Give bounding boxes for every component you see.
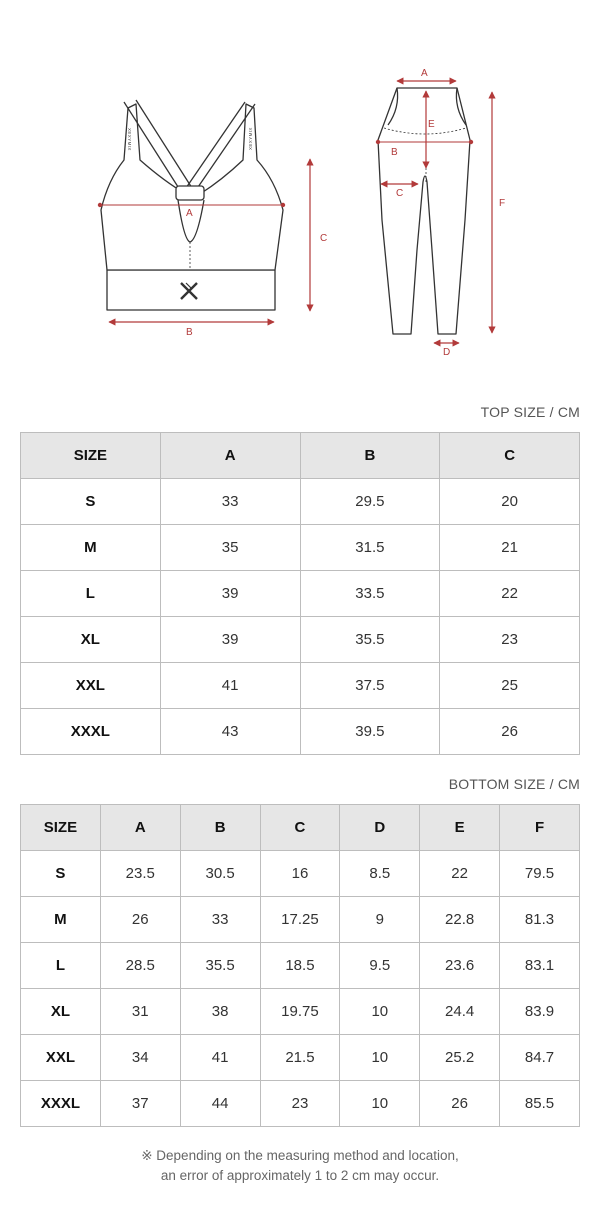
table-header-row [21, 433, 580, 479]
table-cell: 39 [160, 571, 300, 617]
size-cell: XXXL [21, 709, 161, 755]
leggings-label-e: E [428, 119, 435, 130]
table-cell: 79.5 [500, 851, 580, 897]
table-cell: 8.5 [340, 851, 420, 897]
size-cell: S [21, 851, 101, 897]
table-header-cell: B [180, 805, 260, 851]
table-header-cell: C [260, 805, 340, 851]
table-cell: 85.5 [500, 1081, 580, 1127]
table-row [21, 897, 580, 943]
measurement-footnote [0, 1146, 600, 1186]
table-cell: 37 [100, 1081, 180, 1127]
size-cell: XXL [21, 663, 161, 709]
size-cell: S [21, 479, 161, 525]
table-cell: 24.4 [420, 989, 500, 1035]
table-cell: 10 [340, 989, 420, 1035]
table-cell: 28.5 [100, 943, 180, 989]
size-cell: M [21, 525, 161, 571]
table-cell: 31 [100, 989, 180, 1035]
table-row [21, 479, 580, 525]
table-cell: 29.5 [300, 479, 440, 525]
table-header-cell: F [500, 805, 580, 851]
table-row [21, 525, 580, 571]
table-row [21, 709, 580, 755]
table-row [21, 571, 580, 617]
size-diagram [0, 0, 600, 380]
table-cell: 23 [260, 1081, 340, 1127]
table-cell: 34 [100, 1035, 180, 1081]
table-cell: 39 [160, 617, 300, 663]
strap-text-right: XEXYMIX [248, 127, 253, 150]
table-cell: 22 [420, 851, 500, 897]
table-cell: 10 [340, 1035, 420, 1081]
table-cell: 43 [160, 709, 300, 755]
strap-text-left: XEXYMIX [127, 128, 132, 151]
bra-label-a: A [186, 208, 193, 219]
table-cell: 35 [160, 525, 300, 571]
footnote-line-1: ※ Depending on the measuring method and location, [141, 1148, 459, 1163]
top-size-table [20, 432, 580, 755]
table-cell: 10 [340, 1081, 420, 1127]
table-cell: 22.8 [420, 897, 500, 943]
size-cell: XL [21, 989, 101, 1035]
table-cell: 30.5 [180, 851, 260, 897]
bra-label-c: C [320, 233, 328, 244]
table-cell: 17.25 [260, 897, 340, 943]
table-cell: 21 [440, 525, 580, 571]
bottom-size-table [20, 804, 580, 1127]
table-cell: 31.5 [300, 525, 440, 571]
table-header-cell: A [100, 805, 180, 851]
size-cell: M [21, 897, 101, 943]
table-cell: 16 [260, 851, 340, 897]
leggings-label-c: C [396, 188, 404, 199]
table-cell: 38 [180, 989, 260, 1035]
table-header-row [21, 805, 580, 851]
size-diagram-svg [0, 0, 600, 380]
table-header-cell: D [340, 805, 420, 851]
table-cell: 33 [180, 897, 260, 943]
table-cell: 35.5 [180, 943, 260, 989]
table-cell: 9.5 [340, 943, 420, 989]
table-cell: 25.2 [420, 1035, 500, 1081]
top-size-caption: TOP SIZE / CM [480, 404, 580, 420]
table-cell: 37.5 [300, 663, 440, 709]
table-cell: 23.5 [100, 851, 180, 897]
table-cell: 35.5 [300, 617, 440, 663]
table-cell: 83.9 [500, 989, 580, 1035]
table-cell: 23.6 [420, 943, 500, 989]
table-cell: 33 [160, 479, 300, 525]
table-cell: 33.5 [300, 571, 440, 617]
table-cell: 26 [420, 1081, 500, 1127]
table-header-cell: SIZE [21, 805, 101, 851]
table-cell: 19.75 [260, 989, 340, 1035]
table-header-cell: A [160, 433, 300, 479]
table-cell: 9 [340, 897, 420, 943]
table-cell: 26 [100, 897, 180, 943]
leggings-label-d: D [443, 347, 451, 358]
table-header-cell: E [420, 805, 500, 851]
table-cell: 25 [440, 663, 580, 709]
size-cell: L [21, 571, 161, 617]
table-row [21, 663, 580, 709]
table-cell: 18.5 [260, 943, 340, 989]
table-cell: 39.5 [300, 709, 440, 755]
table-row [21, 943, 580, 989]
leggings-label-b: B [391, 147, 398, 158]
table-cell: 84.7 [500, 1035, 580, 1081]
bottom-size-caption: BOTTOM SIZE / CM [448, 776, 580, 792]
table-cell: 41 [180, 1035, 260, 1081]
table-row [21, 1035, 580, 1081]
table-row [21, 851, 580, 897]
leggings-label-f: F [499, 198, 506, 209]
table-cell: 83.1 [500, 943, 580, 989]
table-cell: 22 [440, 571, 580, 617]
table-cell: 41 [160, 663, 300, 709]
footnote-line-2: an error of approximately 1 to 2 cm may occur. [160, 1168, 440, 1183]
table-header-cell: SIZE [21, 433, 161, 479]
table-cell: 44 [180, 1081, 260, 1127]
table-row [21, 989, 580, 1035]
table-row [21, 1081, 580, 1127]
table-cell: 20 [440, 479, 580, 525]
size-cell: XL [21, 617, 161, 663]
size-cell: L [21, 943, 101, 989]
leggings-illustration [378, 88, 470, 334]
size-cell: XXL [21, 1035, 101, 1081]
table-cell: 26 [440, 709, 580, 755]
table-header-cell: B [300, 433, 440, 479]
table-cell: 21.5 [260, 1035, 340, 1081]
table-cell: 23 [440, 617, 580, 663]
table-cell: 81.3 [500, 897, 580, 943]
size-cell: XXXL [21, 1081, 101, 1127]
table-row [21, 617, 580, 663]
leggings-label-a: A [421, 68, 428, 79]
table-header-cell: C [440, 433, 580, 479]
bra-label-b: B [186, 327, 193, 338]
